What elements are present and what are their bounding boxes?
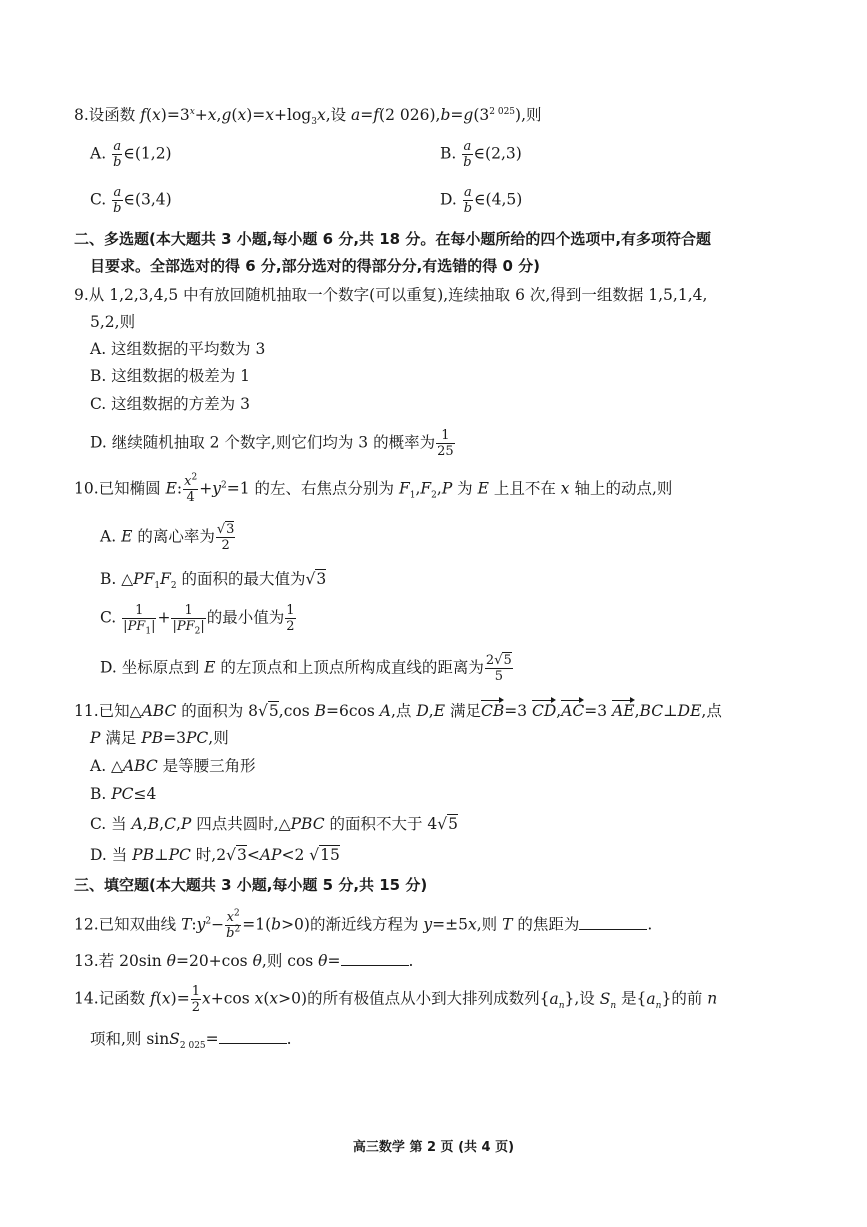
q11-option-a: A. △ABC 是等腰三角形 <box>90 757 256 775</box>
section2-heading: 二、多选题(本大题共 3 小题,每小题 6 分,共 18 分。在每小题所给的四个选项中,有多项符合题 <box>74 230 712 248</box>
q10-stem: 10.已知椭圆 E: $\frac{x^2}{4}$ $+y^2=1$ 的左、右焦点分别为 $F_1,F_2,P$ 为 E 上且不在 x 轴上的动点,则 <box>74 472 673 505</box>
q13: 13.若 20sin θ=20+cos θ,则 cos θ= . <box>74 952 414 970</box>
q11-option-b: B. PC≤4 <box>90 785 157 803</box>
q9-option-c: C. 这组数据的方差为 3 <box>90 395 250 413</box>
q9-stem-cont: 5,2,则 <box>90 313 136 331</box>
q9-option-b: B. 这组数据的极差为 1 <box>90 367 251 385</box>
q8-option-d: D. $\frac{a}{b}$ ∈(4,5) <box>440 185 523 216</box>
q11-stem: 11.已知△ABC 的面积为 8√5,cos B=6cos A,点 D,E 满足CB=3 CD,AC=3 AE,BC⊥DE,点 <box>74 702 722 720</box>
section3-heading: 三、填空题(本大题共 3 小题,每小题 5 分,共 15 分) <box>74 876 428 894</box>
q14-stem-cont: 项和,则 sinS$_{2 025}$= . <box>90 1030 292 1052</box>
page-footer: 高三数学 第 2 页 (共 4 页) <box>352 1140 515 1155</box>
q8-option-c: C. $\frac{a}{b}$ ∈(3,4) <box>90 185 172 216</box>
q10-option-d: D. 坐标原点到 E 的左顶点和上顶点所构成直线的距离为 $\frac{2√5}{5}$ <box>100 653 512 684</box>
q12: 12.已知双曲线 $T:y^2-$ $\frac{x^2}{b^2}$ =1(b>0)的渐近线方程为 y=±5x,则 T 的焦距为 . <box>74 908 653 941</box>
section2-heading-cont: 目要求。全部选对的得 6 分,部分选对的得部分分,有选错的得 0 分) <box>90 257 541 275</box>
q11-option-d: D. 当 PB⊥PC 时,2√3<AP<2 √15 <box>90 846 340 864</box>
q10-option-c: C. $\frac{1}{|PF_1|}$ + $\frac{1}{|PF_2|}$ 的最小值为 $\frac{1}{2}$ <box>100 603 295 637</box>
q10-option-a: A. E 的离心率为 $\frac{√3}{2}$ <box>100 522 235 553</box>
q8-option-b: B. $\frac{a}{b}$ ∈(2,3) <box>440 139 522 170</box>
q8-option-a: A. $\frac{a}{b}$ ∈(1,2) <box>90 139 172 170</box>
q11-option-c: C. 当 A,B,C,P 四点共圆时,△PBC 的面积不大于 4√5 <box>90 815 459 833</box>
q14-stem: 14.记函数 f(x)= $\frac{1}{2}$ x+cos x(x>0)的所有极值点从小到大排列成数列$\{a_n\}$,设 $S_n$ 是$\{a_n\}$的前 n <box>74 984 718 1015</box>
q9-stem: 9.从 1,2,3,4,5 中有放回随机抽取一个数字(可以重复),连续抽取 6 次,得到一组数据 1,5,1,4, <box>74 286 708 304</box>
q10-option-b: B. $\triangle PF_1F_2$ 的面积的最大值为√3 <box>100 570 327 592</box>
q9-option-a: A. 这组数据的平均数为 3 <box>90 340 266 358</box>
q9-option-d: D. 继续随机抽取 2 个数字,则它们均为 3 的概率为 $\frac{1}{25}$ <box>90 428 454 459</box>
q11-stem-cont: P 满足 PB=3PC,则 <box>90 729 229 747</box>
q8-stem: 8.设函数 $f(x)=3^x+x,g(x)=x+\log_3x$,设 a=f(2 $026),b=g(3^{2 025})$,则 <box>74 106 542 128</box>
